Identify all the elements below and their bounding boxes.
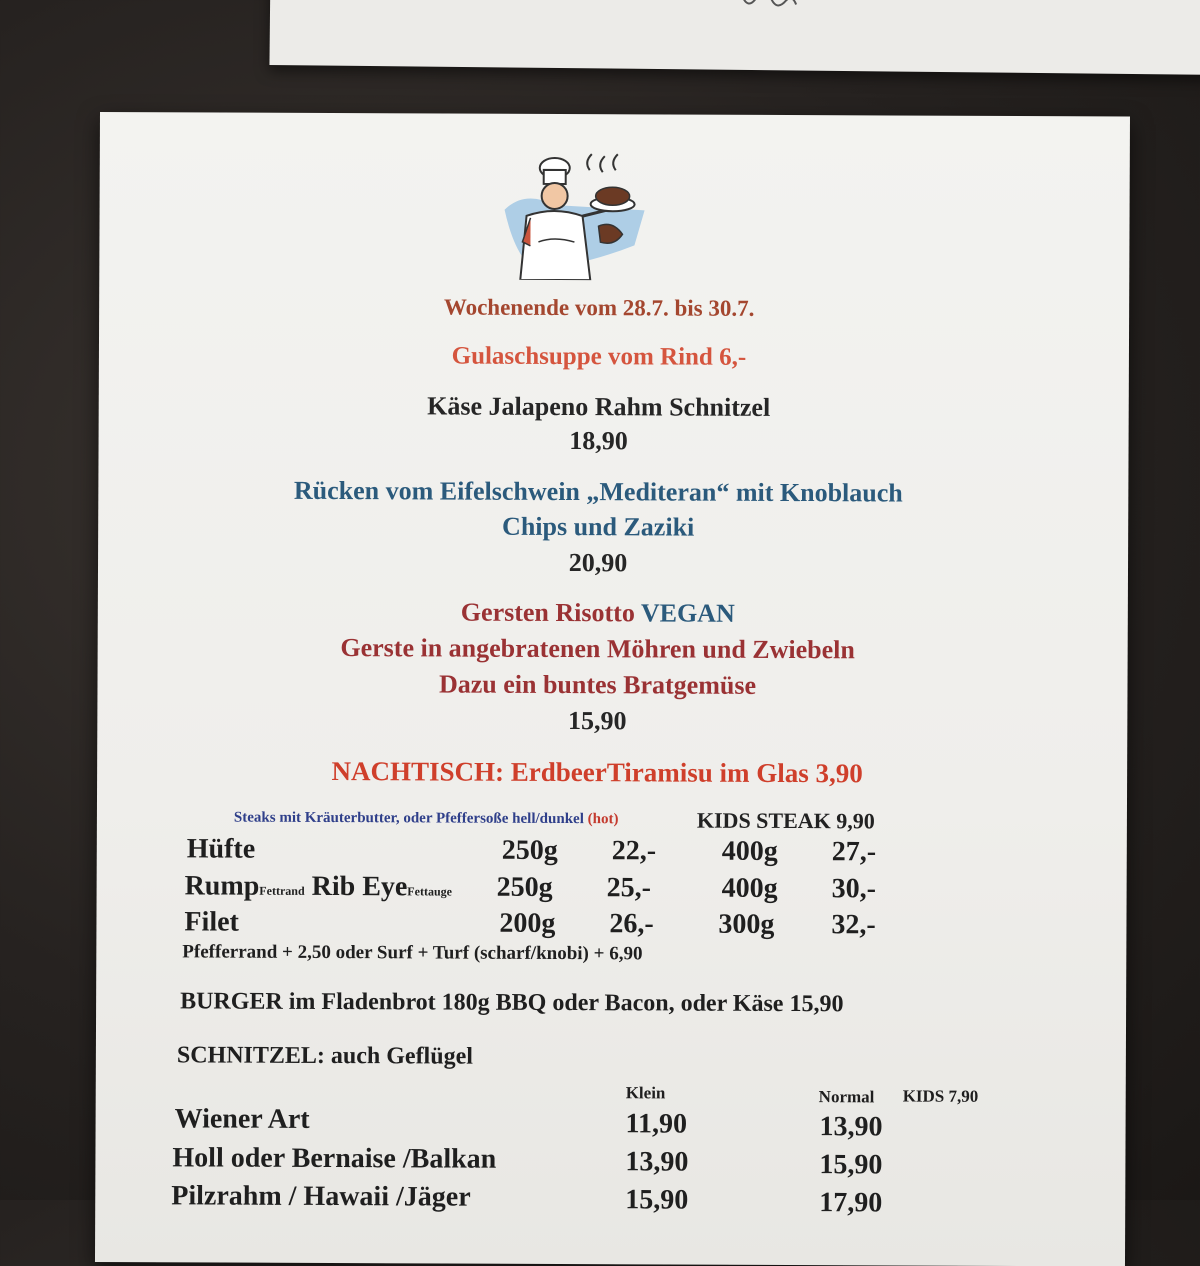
steak-row-name: Filet bbox=[184, 906, 239, 938]
steak-row-name bbox=[185, 872, 452, 901]
dish3-line2: Gerste in angebratenen Möhren und Zwiebeln bbox=[340, 633, 855, 665]
col-normal: Normal bbox=[818, 1087, 875, 1107]
schnitzel-row-normal: 13,90 bbox=[819, 1111, 883, 1143]
steak-row-name: Hüfte bbox=[186, 833, 256, 865]
steak-row-weight2: 400g bbox=[721, 835, 778, 867]
dessert-line: NACHTISCH: ErdbeerTiramisu im Glas 3,90 bbox=[331, 756, 863, 789]
steak-row-price2: 30,- bbox=[831, 873, 877, 905]
steak-row-weight1: 250g bbox=[496, 871, 553, 903]
steak-row-price2: 27,- bbox=[831, 836, 877, 868]
dish2-line2: Chips und Zaziki bbox=[502, 511, 695, 542]
schnitzel-row-name: Pilzrahm / Hawaii /Jäger bbox=[171, 1180, 471, 1213]
rib-eye-label: Rib Eye bbox=[311, 870, 408, 903]
schnitzel-row-normal: 17,90 bbox=[819, 1187, 883, 1219]
schnitzel-row-name: Wiener Art bbox=[174, 1103, 310, 1135]
col-klein: Klein bbox=[625, 1083, 666, 1103]
schnitzel-row-small: 13,90 bbox=[625, 1146, 689, 1178]
background-paper bbox=[269, 0, 1200, 75]
dish3-title bbox=[98, 598, 1098, 628]
menu-sheet bbox=[95, 112, 1130, 1266]
fettauge-label: Fettauge bbox=[407, 884, 453, 899]
steak-row-weight1: 250g bbox=[501, 834, 558, 867]
steak-note bbox=[234, 811, 619, 828]
logo-fragment-icon bbox=[740, 0, 800, 15]
date-line: Wochenende vom 28.7. bis 30.7. bbox=[443, 294, 755, 321]
rump-label: Rump bbox=[184, 870, 260, 902]
steak-row-weight2: 300g bbox=[718, 908, 775, 940]
schnitzel-row-name: Holl oder Bernaise /Balkan bbox=[172, 1142, 497, 1175]
kids-steak: KIDS STEAK 9,90 bbox=[696, 807, 875, 834]
dish2-price: 20,90 bbox=[568, 548, 628, 578]
fettrand-label: Fettrand bbox=[259, 883, 305, 898]
chef-illustration-icon bbox=[494, 150, 655, 281]
dish3-title-text: Gersten Risotto bbox=[460, 597, 635, 628]
steak-row-price1: 26,- bbox=[609, 908, 654, 940]
dish1-price: 18,90 bbox=[569, 426, 628, 456]
hot-label: (hot) bbox=[587, 811, 619, 828]
dish1-name: Käse Jalapeno Rahm Schnitzel bbox=[427, 391, 771, 422]
dish3-line3: Dazu ein buntes Bratgemüse bbox=[438, 669, 757, 700]
steak-row-weight1: 200g bbox=[499, 907, 556, 939]
steak-extras: Pfefferrand + 2,50 oder Surf + Turf (scharf/knobi) + 6,90 bbox=[182, 941, 643, 965]
vegan-tag: VEGAN bbox=[640, 598, 735, 628]
steak-row-price1: 22,- bbox=[611, 835, 657, 867]
steak-row-price1: 25,- bbox=[606, 872, 652, 904]
steak-row-price2: 32,- bbox=[831, 909, 876, 941]
burger-line: BURGER im Fladenbrot 180g BBQ oder Bacon, oder Käse 15,90 bbox=[180, 988, 844, 1018]
schnitzel-kids: KIDS 7,90 bbox=[902, 1086, 979, 1106]
schnitzel-row-small: 15,90 bbox=[625, 1184, 689, 1216]
steak-note-text: Steaks mit Kräuterbutter, oder Pfeffersoße hell/dunkel bbox=[233, 809, 584, 828]
dish2-line1: Rücken vom Eifelschwein „Mediteran“ mit Knoblauch bbox=[293, 475, 903, 508]
steak-row-weight2: 400g bbox=[721, 872, 778, 904]
schnitzel-title: SCHNITZEL: auch Geflügel bbox=[176, 1042, 473, 1070]
schnitzel-row-small: 11,90 bbox=[625, 1108, 688, 1140]
schnitzel-row-normal: 15,90 bbox=[819, 1149, 883, 1181]
dish3-price: 15,90 bbox=[568, 706, 627, 736]
soup-line: Gulaschsuppe vom Rind 6,- bbox=[451, 342, 747, 371]
